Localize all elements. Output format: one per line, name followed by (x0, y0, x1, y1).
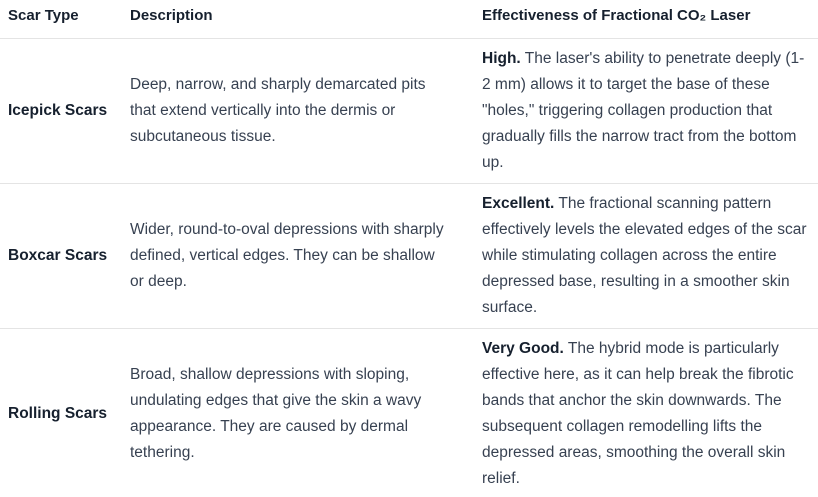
column-header-effectiveness: Effectiveness of Fractional CO₂ Laser (482, 0, 818, 39)
effectiveness-detail: The laser's ability to penetrate deeply (1-2 mm) allows it to target the base of these "holes," triggering collagen production that gradually fills the narrow tract from the bottom up. (482, 50, 805, 171)
effectiveness-detail: The fractional scanning pattern effectively levels the elevated edges of the scar while stimulating collagen across the entire depressed base, resulting in a smoother skin surface. (482, 195, 807, 316)
scar-type-label: Boxcar Scars (0, 184, 130, 329)
scar-type-label: Rolling Scars (8, 405, 108, 422)
table-row-rolling-scars (0, 329, 818, 497)
effectiveness-text (482, 184, 818, 329)
column-header-description: Description (130, 0, 482, 39)
table-row-icepick-scars (0, 39, 818, 184)
effectiveness-text (482, 329, 818, 497)
effectiveness-detail: The hybrid mode is particularly effective here, as it can help break the fibrotic bands that anchor the skin downwards. The subsequent collagen remodelling lifts the depressed areas, smoothing the overall skin relief. (482, 340, 794, 487)
scar-description: Wider, round-to-oval depressions with sharply defined, vertical edges. They can be shallow or deep. (130, 184, 482, 329)
scar-description: Deep, narrow, and sharply demarcated pits that extend vertically into the dermis or subcutaneous tissue. (130, 39, 482, 184)
table-header-row (0, 0, 818, 39)
effectiveness-text (482, 39, 818, 184)
column-header-scar-type: Scar Type (0, 0, 130, 39)
scar-description: Broad, shallow depressions with sloping, undulating edges that give the skin a wavy appearance. They are caused by dermal tethering. (130, 366, 422, 461)
effectiveness-rating: Very Good. (482, 340, 564, 357)
effectiveness-rating: Excellent. (482, 195, 555, 212)
scar-type-label: Icepick Scars (0, 39, 130, 184)
effectiveness-rating: High. (482, 50, 521, 67)
table-row-boxcar-scars (0, 184, 818, 329)
